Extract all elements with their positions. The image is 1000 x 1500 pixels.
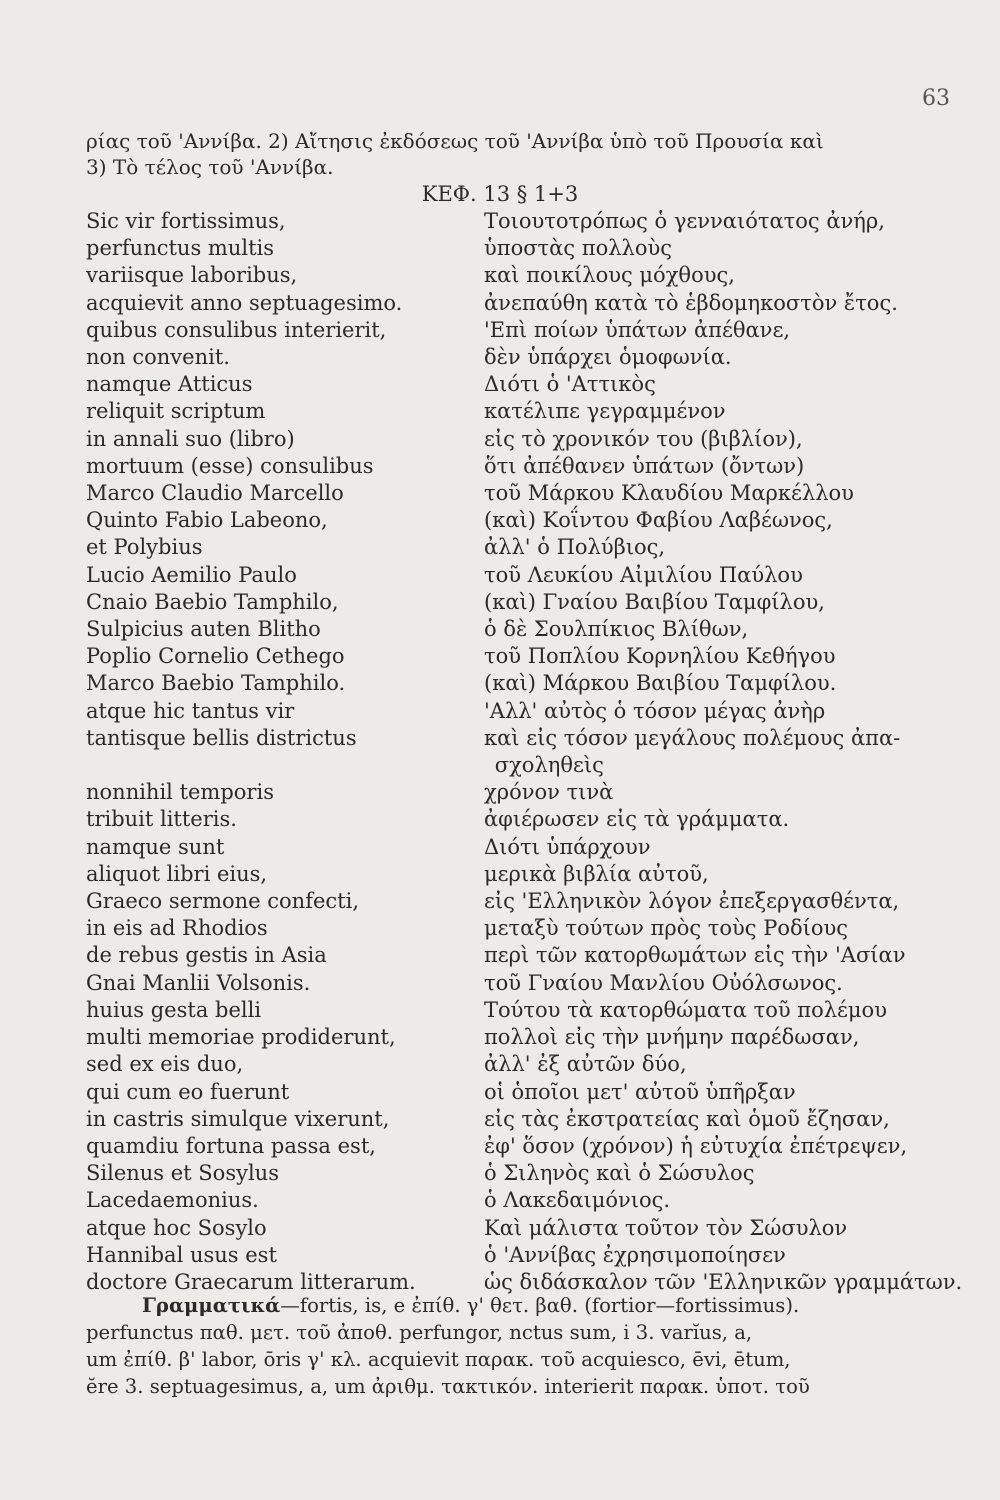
latin-line: Graeco sermone confecti,: [86, 889, 359, 914]
greek-line: χρόνον τινὰ: [484, 780, 614, 805]
latin-line: atque hoc Sosylo: [86, 1215, 267, 1240]
latin-line: Lacedaemonius.: [86, 1188, 259, 1213]
greek-line: (καὶ) Κοΐντου Φαβίου Λαβέωνος,: [484, 508, 833, 533]
greek-line: ὡς διδάσκαλον τῶν 'Ελληνικῶν γραμμάτων.: [484, 1269, 963, 1294]
latin-line: qui cum eo fuerunt: [86, 1079, 290, 1104]
text-row: [86, 915, 946, 942]
text-row: [86, 670, 946, 697]
latin-line: Gnai Manlii Volsonis.: [86, 970, 311, 995]
text-row: [86, 534, 946, 561]
text-row: [86, 1187, 946, 1214]
text-row: [86, 942, 946, 969]
latin-line: quibus consulibus interierit,: [86, 317, 387, 342]
greek-line: περὶ τῶν κατορθωμάτων εἰς τὴν 'Ασίαν: [484, 943, 906, 968]
text-row: [86, 698, 946, 725]
greek-line: εἰς τὰς ἐκστρατείας καὶ ὁμοῦ ἔζησαν,: [484, 1106, 890, 1131]
notes-line: um ἐπίθ. β' labor, ōris γ' κλ. acquievit παρακ. τοῦ acquiesco, ēvi, ētum,: [86, 1348, 791, 1371]
latin-line: Lucio Aemilio Paulo: [86, 562, 297, 587]
text-row: [86, 997, 946, 1024]
latin-line: huius gesta belli: [86, 997, 262, 1022]
latin-line: de rebus gestis in Asia: [86, 943, 327, 968]
greek-line: (καὶ) Γναίου Βαιβίου Ταμφίλου,: [484, 589, 825, 614]
greek-line: τοῦ Γναίου Μανλίου Οὐόλσωνος.: [484, 970, 843, 995]
latin-line: Silenus et Sosylus: [86, 1161, 279, 1186]
latin-line: variisque laboribus,: [86, 263, 298, 288]
greek-line: τοῦ Μάρκου Κλαυδίου Μαρκέλλου: [484, 481, 854, 506]
text-row: [86, 507, 946, 534]
text-row: [86, 290, 946, 317]
greek-line: Τοιουτοτρόπως ὁ γενναιότατος ἀνήρ,: [484, 209, 885, 233]
latin-line: Sic vir fortissimus,: [86, 209, 286, 233]
greek-line: πολλοὶ εἰς τὴν μνήμην παρέδωσαν,: [484, 1025, 860, 1050]
greek-line: εἰς τὸ χρονικόν του (βιβλίον),: [484, 426, 803, 451]
greek-line: ὁ δὲ Σουλπίκιος Βλίθων,: [484, 617, 749, 642]
text-row: [86, 806, 946, 833]
text-row: [86, 344, 946, 371]
greek-line: εἰς 'Ελληνικὸν λόγον ἐπεξεργασθέντα,: [484, 889, 900, 914]
latin-line: perfunctus multis: [86, 236, 274, 261]
greek-line: ὁ Λακεδαιμόνιος.: [484, 1188, 671, 1213]
text-row: [86, 1133, 946, 1160]
greek-line: ἀνεπαύθη κατὰ τὸ ἑβδομηκοστὸν ἔτος.: [484, 290, 898, 315]
text-row: [86, 1051, 946, 1078]
page-number: 63: [922, 86, 950, 111]
text-row: [86, 779, 946, 806]
text-row: [86, 589, 946, 616]
text-row: [86, 616, 946, 643]
latin-line: namque sunt: [86, 834, 225, 859]
latin-line: Marco Claudio Marcello: [86, 481, 344, 506]
greek-line: δὲν ὑπάρχει ὁμοφωνία.: [484, 345, 732, 370]
greek-line: 'Επὶ ποίων ὑπάτων ἀπέθανε,: [484, 317, 790, 342]
text-row: [86, 317, 946, 344]
greek-line: Διότι ὁ 'Αττικὸς: [484, 372, 656, 397]
intro-line: ρίας τοῦ 'Αννίβα. 2) Αἴτησις ἐκδόσεως τοῦ 'Αννίβα ὑπὸ τοῦ Προυσία καὶ: [86, 129, 824, 153]
text-row: [86, 888, 946, 915]
latin-line: mortuum (esse) consulibus: [86, 453, 374, 478]
text-row: [86, 834, 946, 861]
text-row: [86, 861, 946, 888]
latin-line: atque hic tantus vir: [86, 698, 295, 723]
latin-line: multi memoriae prodiderunt,: [86, 1025, 396, 1050]
greek-line: τοῦ Λευκίου Αἰμιλίου Παύλου: [484, 562, 803, 587]
latin-line: Quinto Fabio Labeono,: [86, 508, 328, 533]
greek-line: σχοληθεὶς: [494, 753, 604, 778]
greek-line: οἱ ὁποῖοι μετ' αὐτοῦ ὑπῆρξαν: [484, 1079, 796, 1104]
intro-line: 3) Τὸ τέλος τοῦ 'Αννίβα.: [86, 155, 334, 179]
latin-line: et Polybius: [86, 535, 203, 560]
greek-line: ὁ 'Αννίβας ἐχρησιμοποίησεν: [484, 1242, 786, 1267]
greek-line: κατέλιπε γεγραμμένον: [484, 399, 726, 424]
latin-line: tribuit litteris.: [86, 807, 237, 832]
text-row: [86, 480, 946, 507]
notes-heading: Γραμματικά: [142, 1294, 281, 1317]
latin-line: aliquot libri eius,: [86, 861, 268, 886]
latin-line: in annali suo (libro): [86, 426, 295, 451]
latin-line: Poplio Cornelio Cethego: [86, 644, 345, 669]
intro-text: [86, 128, 946, 180]
text-row: [86, 371, 946, 398]
greek-line: ὑποστὰς πολλοὺς: [484, 236, 673, 261]
text-row: [86, 453, 946, 480]
latin-line: Sulpicius auten Blitho: [86, 617, 321, 642]
latin-line: doctore Graecarum litterarum.: [86, 1269, 416, 1294]
grammar-notes: [86, 1292, 950, 1400]
latin-line: acquievit anno septuagesimo.: [86, 290, 403, 315]
text-row: [86, 426, 946, 453]
latin-line: in castris simulque vixerunt,: [86, 1106, 390, 1131]
latin-line: namque Atticus: [86, 372, 253, 397]
text-row: [86, 970, 946, 997]
text-row: [86, 1160, 946, 1187]
greek-line: ἐφ' ὅσον (χρόνον) ἡ εὐτυχία ἐπέτρεψεν,: [484, 1133, 908, 1158]
notes-line: ĕre 3. septuagesimus, a, um ἀριθμ. τακτικόν. interierit παρακ. ὑποτ. τοῦ: [86, 1375, 810, 1398]
greek-line: ἀλλ' ὁ Πολύβιος,: [484, 535, 666, 560]
latin-line: sed ex eis duo,: [86, 1052, 244, 1077]
greek-line: ἀλλ' ἐξ αὐτῶν δύο,: [484, 1052, 687, 1077]
greek-line: μεταξὺ τούτων πρὸς τοὺς Ροδίους: [484, 916, 849, 941]
text-row: [86, 725, 946, 752]
text-row: [86, 398, 946, 425]
latin-line: Hannibal usus est: [86, 1242, 277, 1267]
notes-line: perfunctus παθ. μετ. τοῦ ἀποθ. perfungor, nctus sum, i 3. varĭus, a,: [86, 1321, 753, 1344]
greek-line: Διότι ὑπάρχουν: [484, 834, 651, 859]
text-row: [86, 562, 946, 589]
chapter-heading: ΚΕΦ. 13 § 1+3: [421, 182, 579, 206]
text-row: [86, 1215, 946, 1242]
greek-line: Καὶ μάλιστα τοῦτον τὸν Σώσυλον: [484, 1215, 848, 1240]
latin-line: non convenit.: [86, 345, 230, 370]
parallel-text: [86, 208, 963, 1296]
text-row: [86, 752, 946, 779]
latin-line: [86, 752, 475, 779]
greek-line: ὅτι ἀπέθανεν ὑπάτων (ὄντων): [484, 453, 805, 478]
greek-line: καὶ ποικίλους μόχθους,: [484, 263, 735, 288]
latin-line: reliquit scriptum: [86, 399, 266, 424]
latin-line: Marco Baebio Tamphilo.: [86, 671, 346, 696]
latin-line: in eis ad Rhodios: [86, 916, 268, 941]
greek-line: ὁ Σιληνὸς καὶ ὁ Σώσυλος: [484, 1161, 755, 1186]
text-row: [86, 1024, 946, 1051]
greek-line: ἀφιέρωσεν εἰς τὰ γράμματα.: [484, 807, 790, 832]
text-row: [86, 235, 946, 262]
text-row: [86, 262, 946, 289]
text-row: [86, 1079, 946, 1106]
greek-line: Τούτου τὰ κατορθώματα τοῦ πολέμου: [484, 997, 887, 1022]
latin-line: quamdiu fortuna passa est,: [86, 1133, 376, 1158]
latin-line: tantisque bellis districtus: [86, 725, 357, 750]
greek-line: μερικὰ βιβλία αὐτοῦ,: [484, 861, 709, 886]
text-row: [86, 1242, 946, 1269]
text-row: [86, 208, 946, 235]
greek-line: 'Αλλ' αὐτὸς ὁ τόσον μέγας ἀνὴρ: [484, 698, 826, 723]
text-row: [86, 1106, 946, 1133]
text-row: [86, 643, 946, 670]
notes-line: —fortis, is, e ἐπίθ. γ' θετ. βαθ. (fortior—fortissimus).: [280, 1294, 800, 1317]
greek-line: (καὶ) Μάρκου Βαιβίου Ταμφίλου.: [484, 671, 837, 696]
latin-line: Cnaio Baebio Tamphilo,: [86, 589, 339, 614]
greek-line: καὶ εἰς τόσον μεγάλους πολέμους ἀπα-: [484, 725, 901, 750]
notes-first-line: [86, 1292, 950, 1319]
greek-line: τοῦ Ποπλίου Κορνηλίου Κεθήγου: [484, 644, 836, 669]
latin-line: nonnihil temporis: [86, 780, 274, 805]
